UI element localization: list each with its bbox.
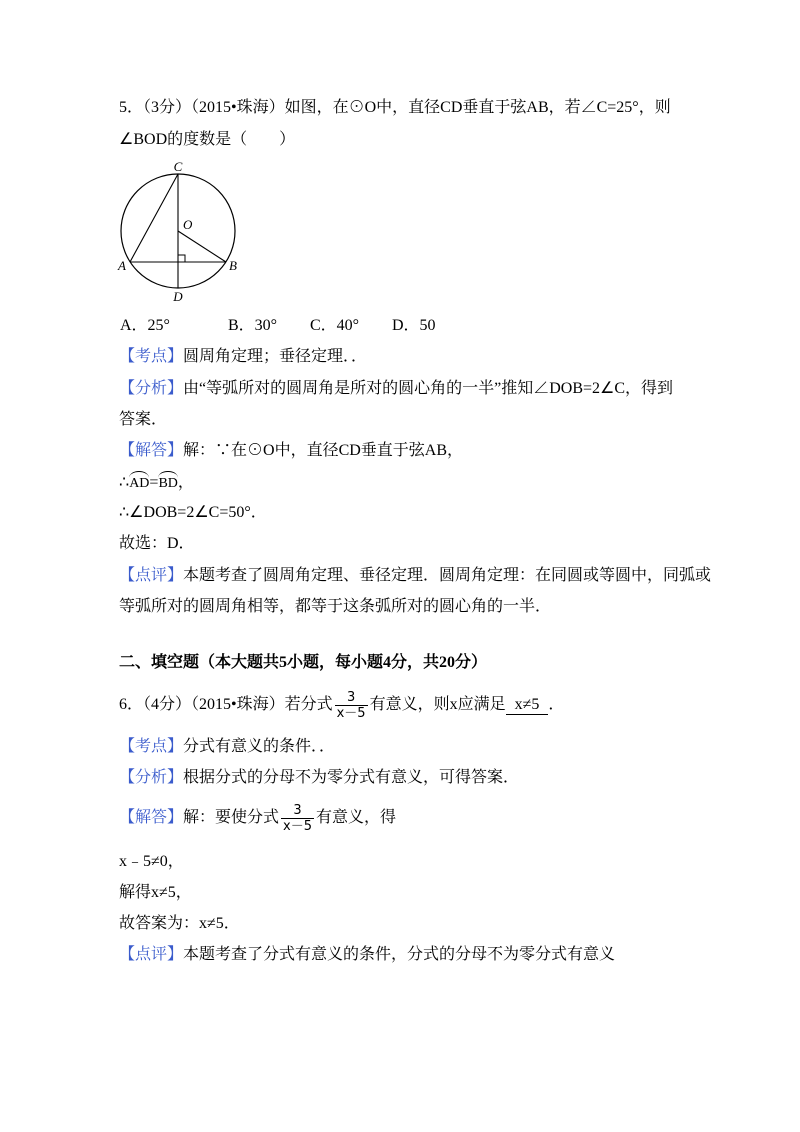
point-label-o: O [183, 217, 193, 232]
fraction-denominator: x－5 [283, 818, 312, 834]
chord-ca [130, 174, 178, 262]
arc-bd: BD [158, 474, 177, 494]
q5-jieda-step2: ∴∠DOB=2∠C=50°． [119, 504, 267, 521]
q5-jieda [119, 441, 463, 461]
point-label-d: D [173, 289, 183, 304]
dianping-text: 本题考查了分式有意义的条件，分式的分母不为零分式有意义 [183, 946, 616, 963]
option-c: C．40° [310, 317, 360, 334]
dianping-label: 【点评】 [119, 946, 184, 963]
q6-jieda [119, 801, 396, 835]
kaodian-text: 圆周角定理；垂径定理．． [183, 348, 368, 365]
q6-suffix: ． [548, 696, 565, 713]
q6-answer-blank: x≠5 [506, 696, 549, 715]
q6-jieda-step2: 解得x≠5， [119, 884, 192, 901]
q5-stem-line2: ∠BOD的度数是（ ） [119, 131, 296, 148]
fraction-denominator: x－5 [336, 705, 366, 721]
option-d: D．50 [392, 317, 436, 334]
point-label-a: A [118, 258, 126, 273]
q6-stem [119, 688, 564, 722]
q6-fenxi [119, 768, 519, 788]
section-heading: 二、填空题（本大题共5小题，每小题4分，共20分） [119, 654, 488, 671]
q5-dianping [119, 566, 711, 586]
fenxi-text: 根据分式的分母不为零分式有意义，可得答案． [183, 769, 520, 786]
point-label-b: B [229, 258, 237, 273]
fenxi-label: 【分析】 [119, 769, 184, 786]
therefore-symbol: ∴ [119, 474, 130, 491]
q5-stem-line1: 5．（3分）（2015•珠海）如图，在⊙O中，直径CD垂直于弦AB，若∠C=25°，则 [119, 99, 671, 116]
q6-kaodian [119, 737, 335, 757]
q6-jieda-step1: x﹣5≠0， [119, 853, 184, 870]
fraction-numerator: 3 [281, 803, 314, 819]
jieda-label: 【解答】 [119, 809, 184, 826]
right-angle-mark [178, 255, 185, 262]
q5-jieda-step1 [119, 473, 194, 493]
circle-figure [110, 155, 245, 305]
jieda-text: 解：∵在⊙O中，直径CD垂直于弦AB， [183, 442, 464, 459]
equals-sign: = [149, 474, 159, 491]
kaodian-label: 【考点】 [119, 738, 184, 755]
q5-fenxi [119, 379, 673, 399]
q5-jieda-step3: 故选：D． [119, 535, 195, 552]
fenxi-text: 由“等弧所对的圆周角是所对的圆心角的一半”推知∠DOB=2∠C，得到 [183, 380, 674, 397]
kaodian-text: 分式有意义的条件．． [183, 738, 336, 755]
jieda-suffix: 有意义，得 [316, 809, 397, 826]
fraction-numerator: 3 [335, 690, 368, 706]
jieda-fraction [281, 803, 314, 834]
q5-fenxi-line2: 答案． [119, 411, 168, 428]
q6-middle: 有意义，则x应满足 [369, 696, 506, 713]
q6-prefix: 6．（4分）（2015•珠海）若分式 [119, 696, 333, 713]
q6-jieda-step3: 故答案为：x≠5． [119, 915, 240, 932]
arc-ad: AD [129, 474, 149, 494]
comma: ， [177, 474, 194, 491]
q5-dianping-line2: 等弧所对的圆周角相等，都等于这条弧所对的圆心角的一半． [119, 598, 552, 615]
kaodian-label: 【考点】 [119, 348, 184, 365]
option-a: A．25° [120, 317, 170, 334]
fenxi-label: 【分析】 [119, 380, 184, 397]
q6-dianping [119, 945, 615, 965]
option-b: B．30° [228, 317, 278, 334]
dianping-label: 【点评】 [119, 567, 184, 584]
q5-kaodian [119, 347, 367, 367]
point-label-c: C [173, 159, 183, 174]
jieda-label: 【解答】 [119, 442, 184, 459]
q6-fraction [335, 690, 368, 721]
dianping-text: 本题考查了圆周角定理、垂径定理．圆周角定理：在同圆或等圆中，同弧或 [183, 567, 712, 584]
jieda-prefix: 解：要使分式 [183, 809, 280, 826]
